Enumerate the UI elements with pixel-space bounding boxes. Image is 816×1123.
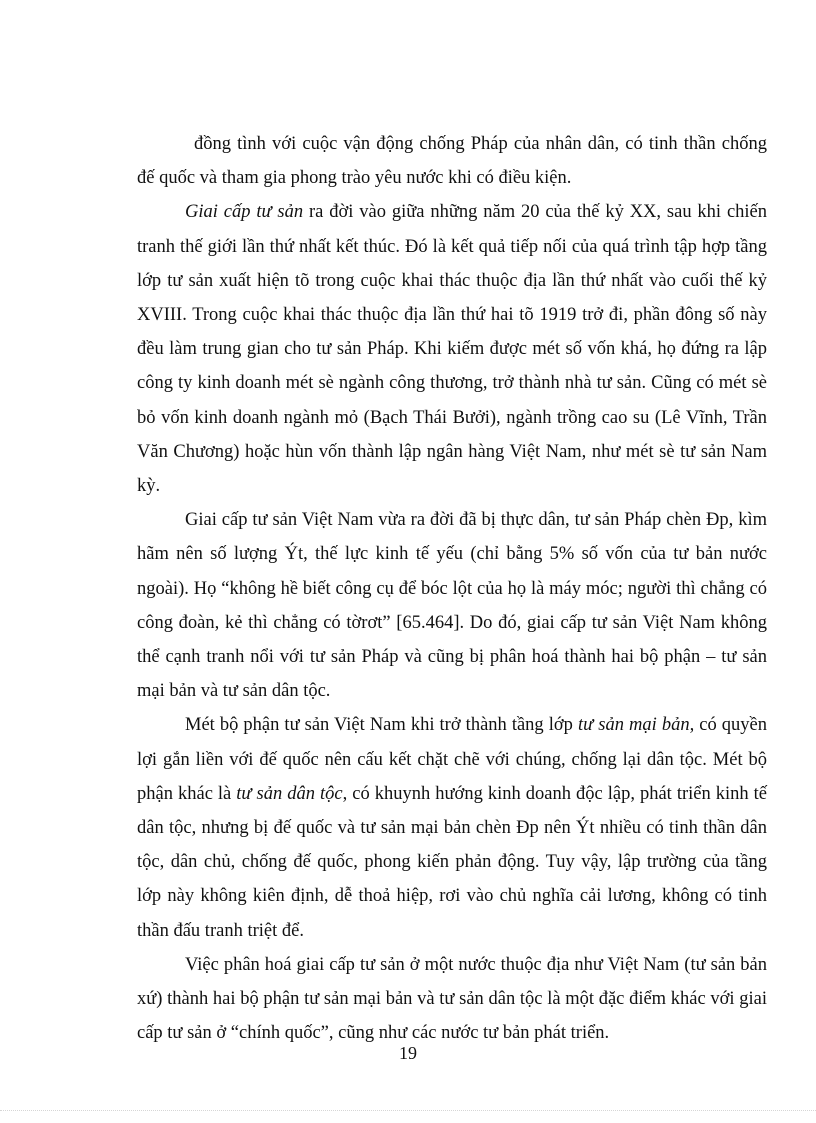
page-bottom-divider [0, 1110, 816, 1111]
paragraph-two-factions [137, 708, 767, 947]
italic-term-tu-san-dan-toc: tư sản dân tộc [236, 783, 343, 804]
paragraph-text: có quyền lợi gắn liền với đế quốc nên cấu kết chặt chẽ với chúng, chống lại dân tộc. Mét bộ phận khác là [137, 715, 767, 804]
paragraph-continuation: đồng tình với cuộc vận động chống Pháp của nhân dân, có tinh thần chống đế quốc và tham gia phong trào yêu nước khi có điều kiện. [137, 134, 767, 189]
page-number: 19 [399, 1043, 417, 1063]
paragraph-text: , có khuynh hướng kinh doanh độc lập, phát triển kinh tế dân tộc, nhưng bị đế quốc và tư sản mại bản chèn Ðp nên Ýt nhiều có tinh thần dân tộc, dân chủ, chống đế quốc, phong kiến phản động. Tuy vậy, lập trường của tầng lớp này không kiên định, dễ thoả hiệp, rơi vào chủ nghĩa cải lương, không có tinh thần đấu tranh triệt để. [137, 783, 768, 941]
paragraph-text: ra đời vào giữa những năm 20 của thế kỷ XX, sau khi chiến tranh thế giới lần thứ nhất kết thúc. Đó là kết quả tiếp nối của quá trình tập hợp tầng lớp tư sản xuất hiện tõ trong cuộc khai thác thuộc địa lần thứ nhất vào cuối thế kỷ XVIII. Trong cuộc khai thác thuộc địa lần thứ hai tõ 1919 trở đi, phần đông số này đều làm trung gian cho tư sản Pháp. Khi kiếm được mét số vốn khá, họ đứng ra lập công ty kinh doanh mét sè ngành công thương, trở thành nhà tư sản. Cũng có mét sè bỏ vốn kinh doanh ngành mỏ (Bạch Thái Bưởi), ngành trồng cao su (Lê Vĩnh, Trần Văn Chương) hoặc hùn vốn thành lập ngân hàng Việt Nam, như mét sè tư sản Nam kỳ. [137, 202, 768, 497]
paragraph-bourgeoisie-origin [137, 195, 767, 503]
paragraph-bourgeoisie-weakness: Giai cấp tư sản Việt Nam vừa ra đời đã bị thực dân, tư sản Pháp chèn Ðp, kìm hãm nên số lượng Ýt, thế lực kinh tế yếu (chỉ bằng 5% số vốn của tư bản nước ngoài). Họ “không hề biết công cụ để bóc lột của họ là máy móc; người thì chẳng có công đoàn, kẻ thì chẳng có tờrơt” [65.464]. Do đó, giai cấp tư sản Việt Nam không thể cạnh tranh nổi với tư sản Pháp và cũng bị phân hoá thành hai bộ phận – tư sản mại bản và tư sản dân tộc. [137, 510, 767, 702]
italic-term-tu-san-mai-ban: tư sản mại bản, [577, 715, 695, 736]
italic-term-giai-cap-tu-san: Giai cấp tư sản [185, 202, 304, 223]
paragraph-differentiation: Việc phân hoá giai cấp tư sản ở một nước thuộc địa như Việt Nam (tư sản bản xứ) thành hai bộ phận tư sản mại bản và tư sản dân tộc là một đặc điểm khác với giai cấp tư sản ở “chính quốc”, cũng như các nước tư bản phát triển. [137, 954, 767, 1044]
body-text [137, 127, 767, 1050]
paragraph-text: Mét bộ phận tư sản Việt Nam khi trở thành tầng lớp [185, 715, 578, 736]
